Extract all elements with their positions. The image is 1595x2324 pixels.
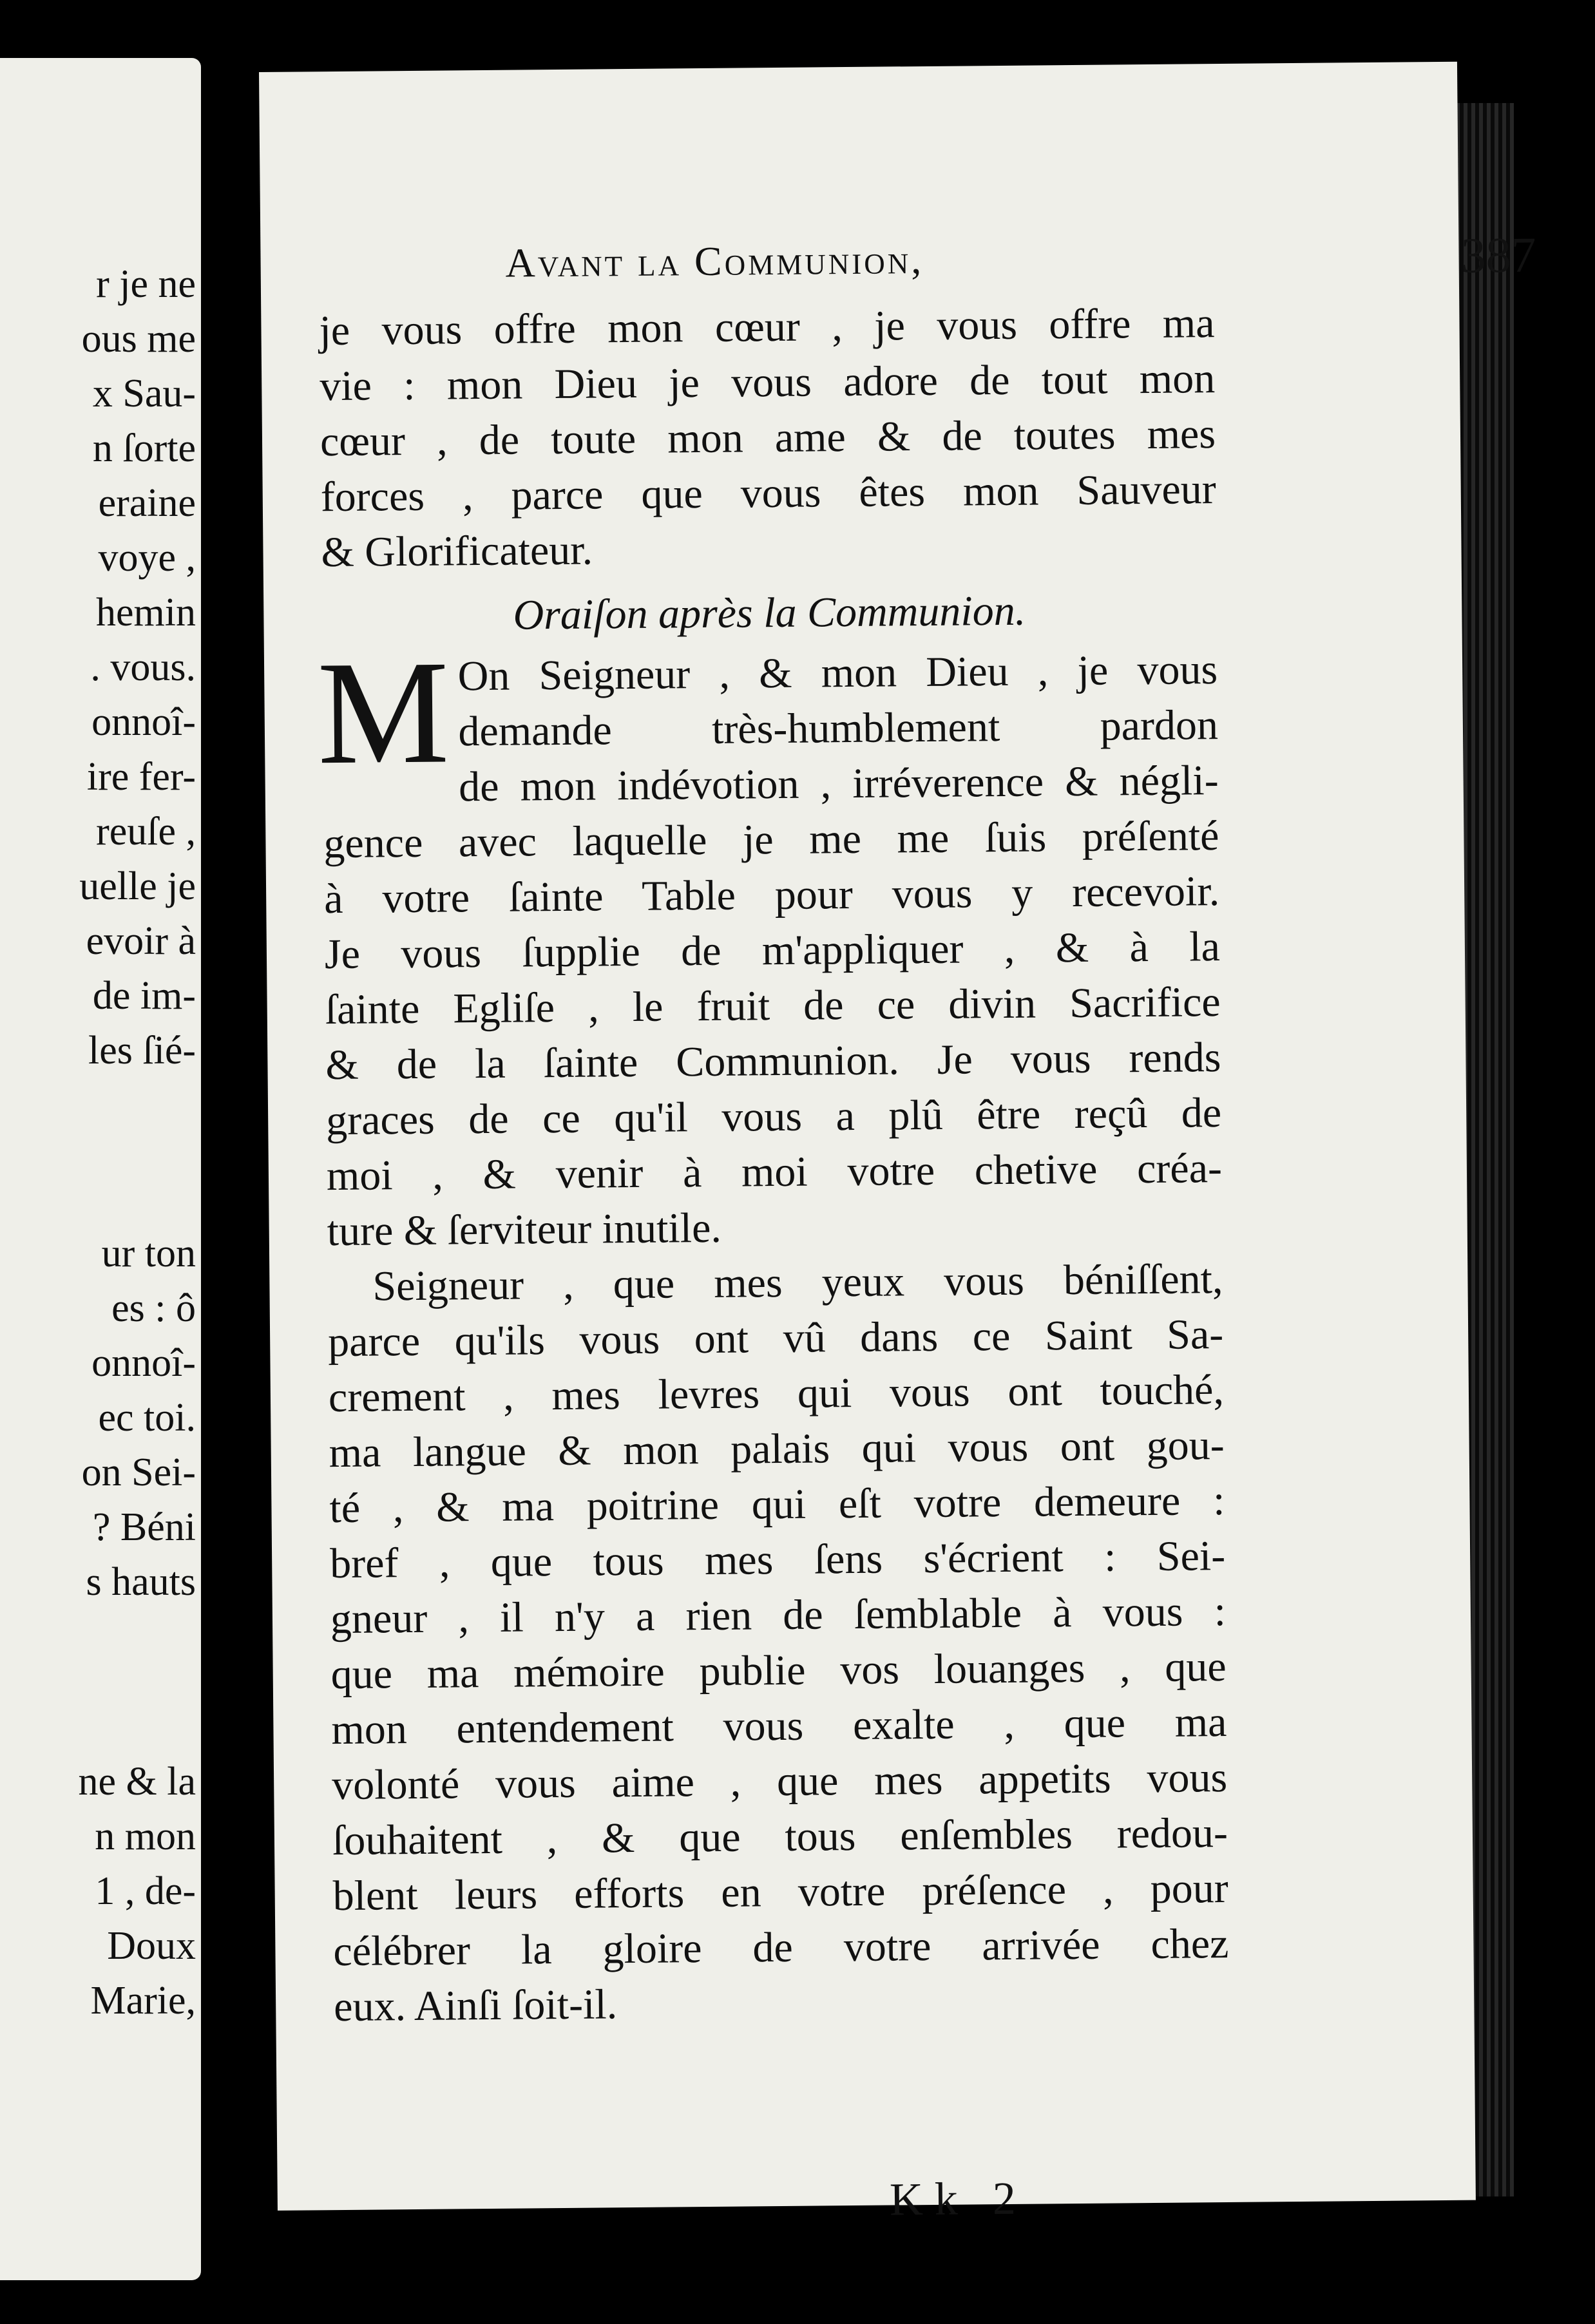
left-page-line: 1 , de- bbox=[95, 1869, 196, 1913]
text-line: moi , & venir à moi votre chetive créa- bbox=[326, 1145, 1223, 1200]
left-page-line: uelle je bbox=[79, 864, 196, 908]
text-line: je vous offre mon cœur , je vous offre ma bbox=[319, 300, 1215, 355]
text-line: crement , mes levres qui vous ont touché, bbox=[328, 1366, 1225, 1422]
left-page-line: reuſe , bbox=[96, 810, 196, 853]
text-line: à votre ſainte Table pour vous y recevoir. bbox=[323, 868, 1220, 923]
text-line: té , & ma poitrine qui eſt votre demeure : bbox=[329, 1477, 1225, 1532]
text-line: célébrer la gloire de votre arrivée chez bbox=[333, 1919, 1229, 1976]
left-page-line: hemin bbox=[96, 591, 196, 634]
drop-cap: M bbox=[316, 629, 450, 795]
text-line: volonté vous aime , que mes appetits vous bbox=[331, 1753, 1228, 1809]
text-line: mon entendement vous exalte , que ma bbox=[331, 1698, 1227, 1754]
left-page-line: Marie, bbox=[90, 1979, 196, 2023]
text-line: blent leurs efforts en votre préſence , pour bbox=[332, 1864, 1228, 1920]
text-line: & Glorificateur. bbox=[321, 526, 593, 576]
running-header bbox=[505, 226, 1536, 286]
text-line: graces de ce qu'il vous a plû être reçû de bbox=[325, 1089, 1222, 1145]
text-line: parce qu'ils vous ont vû dans ce Saint Sa- bbox=[327, 1311, 1224, 1366]
left-page-line: onnoî- bbox=[91, 1341, 196, 1385]
book-gutter bbox=[201, 0, 259, 2324]
text-line: ſainte Egliſe , le fruit de ce divin Sacrifice bbox=[325, 978, 1221, 1034]
text-line: Seigneur , que mes yeux vous béniſſent, bbox=[372, 1255, 1223, 1310]
left-page-line: n mon bbox=[95, 1814, 196, 1858]
left-page-line: n ſorte bbox=[92, 426, 196, 470]
left-page-line: x Sau- bbox=[92, 372, 196, 415]
section-heading: Oraiſon après la Communion. bbox=[513, 587, 1026, 639]
left-page-line: on Sei- bbox=[81, 1451, 196, 1494]
left-page-line: r je ne bbox=[96, 262, 196, 306]
text-line: vie : mon Dieu je vous adore de tout mon bbox=[319, 355, 1216, 410]
left-page-line: Doux bbox=[107, 1924, 196, 1968]
text-line: ma langue & mon palais qui vous ont gou- bbox=[329, 1422, 1225, 1477]
left-page-line: ous me bbox=[81, 317, 196, 361]
text-line: Je vous ſupplie de m'appliquer , & à la bbox=[324, 923, 1221, 978]
text-line: que ma mémoire publie vos louanges , que bbox=[330, 1643, 1227, 1699]
intro-paragraph bbox=[319, 296, 1217, 580]
signature-mark: Kk 2 bbox=[889, 2172, 1028, 2225]
prayer-paragraph-1 bbox=[316, 629, 1223, 1259]
text-line: bref , que tous mes ſens s'écrient : Sei- bbox=[329, 1532, 1226, 1588]
text-line: cœur , de toute mon ame & de toutes mes bbox=[320, 410, 1216, 466]
left-page-line: ec toi. bbox=[98, 1396, 196, 1440]
left-page-line: voye , bbox=[98, 536, 196, 580]
running-title: Avant la Communion, bbox=[505, 236, 924, 286]
text-line: forces , parce que vous êtes mon Sauveur bbox=[320, 466, 1217, 521]
left-page-line: evoir à bbox=[86, 919, 196, 963]
text-line: de mon indévotion , irréverence & négli- bbox=[458, 757, 1219, 811]
left-page-line: ne & la bbox=[78, 1760, 196, 1804]
text-line: ture & ſerviteur inutile. bbox=[327, 1204, 722, 1255]
left-page-fragment bbox=[0, 58, 201, 2280]
text-line: demande très-humblement pardon bbox=[458, 701, 1219, 756]
left-page-line: de im- bbox=[92, 974, 196, 1018]
left-page-line: les ſié- bbox=[88, 1029, 196, 1072]
prayer-paragraph-2 bbox=[327, 1252, 1229, 2035]
left-page-line: ire fer- bbox=[86, 755, 196, 799]
left-page-line: s hauts bbox=[86, 1560, 196, 1604]
text-line: ſouhaitent , & que tous enſembles redou- bbox=[332, 1809, 1228, 1865]
text-line: & de la ſainte Communion. Je vous rends bbox=[325, 1034, 1221, 1089]
left-page-line: ur ton bbox=[101, 1232, 196, 1275]
left-page-line: es : ô bbox=[111, 1286, 196, 1330]
text-line: eux. Ainſi ſoit-il. bbox=[333, 1981, 618, 2031]
left-page-line: . vous. bbox=[90, 645, 196, 689]
page-body bbox=[316, 296, 1229, 2035]
page-number: 387 bbox=[1460, 226, 1536, 283]
left-page-line: onnoî- bbox=[91, 700, 196, 744]
text-line: On Seigneur , & mon Dieu , je vous bbox=[457, 646, 1218, 700]
right-page bbox=[259, 62, 1536, 2225]
left-page-line: eraine bbox=[98, 481, 196, 525]
text-line: gneur , il n'y a rien de ſemblable à vous : bbox=[330, 1587, 1227, 1643]
text-line: gence avec laquelle je me me ſuis préſenté bbox=[323, 812, 1219, 868]
left-page-line: ? Béni bbox=[92, 1505, 196, 1549]
